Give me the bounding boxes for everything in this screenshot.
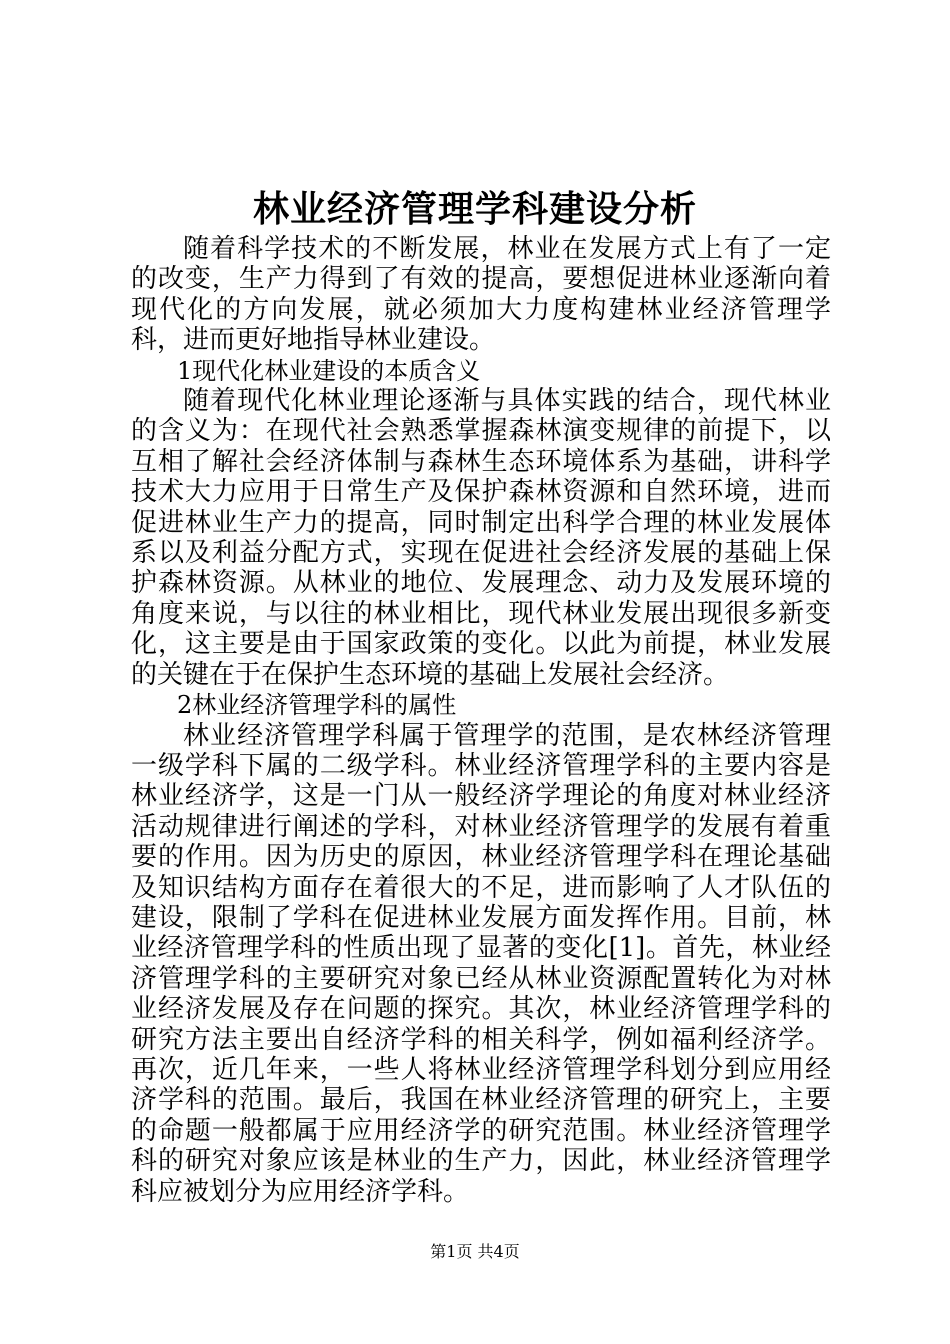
document-body	[131, 234, 831, 1207]
page-number-footer: 第1页 共4页	[430, 1242, 520, 1261]
section-1-paragraph: 随着现代化林业理论逐渐与具体实践的结合，现代林业的含义为：在现代社会熟悉掌握森林演变规律的前提下，以互相了解社会经济体制与森林生态环境体系为基础，讲科学技术大力应用于日常生产及保护森林资源和自然环境，进而促进林业生产力的提高，同时制定出科学合理的林业发展体系以及利益分配方式，实现在促进社会经济发展的基础上保护森林资源。从林业的地位、发展理念、动力及发展环境的角度来说，与以往的林业相比，现代林业发展出现很多新变化，这主要是由于国家政策的变化。以此为前提，林业发展的关键在于在保护生态环境的基础上发展社会经济。	[131, 386, 831, 690]
section-heading-2: 2林业经济管理学科的属性	[177, 691, 457, 720]
document-title: 林业经济管理学科建设分析	[252, 188, 697, 230]
section-2-paragraph: 林业经济管理学科属于管理学的范围，是农林经济管理一级学科下属的二级学科。林业经济管理学科的主要内容是林业经济学，这是一门从一般经济学理论的角度对林业经济活动规律进行阐述的学科，对林业经济管理学的发展有着重要的作用。因为历史的原因，林业经济管理学科在理论基础及知识结构方面存在着很大的不足，进而影响了人才队伍的建设，限制了学科在促进林业发展方面发挥作用。目前，林业经济管理学科的性质出现了显著的变化[1]。首先，林业经济管理学科的主要研究对象已经从林业资源配置转化为对林业经济发展及存在问题的探究。其次，林业经济管理学科的研究方法主要出自经济学科的相关科学，例如福利经济学。再次，近几年来，一些人将林业经济管理学科划分到应用经济学科的范围。最后，我国在林业经济管理的研究上，主要的命题一般都属于应用经济学的研究范围。林业经济管理学科的研究对象应该是林业的生产力，因此，林业经济管理学科应被划分为应用经济学科。	[131, 720, 831, 1207]
intro-paragraph: 随着科学技术的不断发展，林业在发展方式上有了一定的改变，生产力得到了有效的提高，要想促进林业逐渐向着现代化的方向发展，就必须加大力度构建林业经济管理学科，进而更好地指导林业建设。	[131, 234, 831, 356]
section-heading-1: 1现代化林业建设的本质含义	[177, 356, 481, 385]
